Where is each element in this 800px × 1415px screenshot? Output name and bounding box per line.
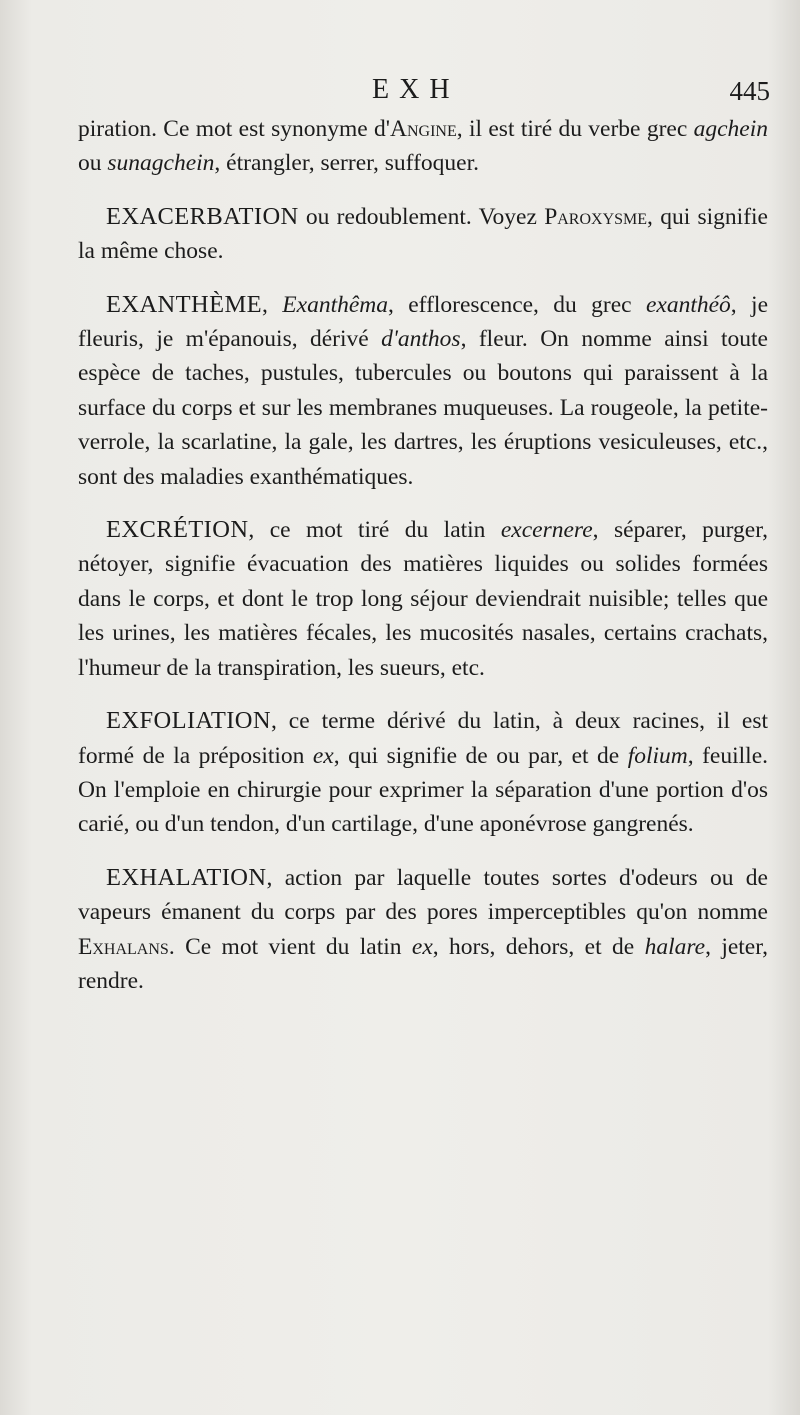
entry-text: , ce mot tiré du latin	[248, 517, 501, 544]
italic-term: ex	[411, 933, 433, 960]
entry-text: ou	[78, 150, 108, 177]
italic-term: exanthéô	[645, 291, 731, 318]
entry-text: , séparer, purger, nétoyer, signifie évacuation des matières liquides ou solides formées dans le corps, et dont le trop long séjour deviendrait nuisible; telles que les urines, les matières fécales, les mucosités nasales, certains crachats, l'humeur de la transpiration, les sueurs, etc.	[78, 517, 768, 681]
entry-text: , je fleuris, je m'épanouis, dérivé	[78, 291, 768, 353]
running-head: EXH	[372, 74, 460, 105]
dictionary-entry	[78, 704, 768, 842]
entry-text: ,	[262, 291, 283, 318]
entry-text: , il est tiré du verbe grec	[456, 116, 694, 142]
entry-text: , jeter, rendre.	[78, 933, 768, 994]
italic-term: folium	[627, 742, 688, 769]
entry-text: , feuille. On l'emploie en chirurgie pour exprimer la séparation d'une portion d'os carié, ou d'un tendon, d'un cartilage, d'une aponévrose gangrenés.	[78, 742, 768, 838]
italic-term: d'anthos	[381, 326, 461, 353]
entry-text: ou redoublement. Voyez	[298, 203, 545, 230]
entry-headword: EXANTHÈME	[106, 290, 263, 318]
continued-paragraph	[78, 112, 768, 181]
entry-headword: EXHALATION	[106, 863, 267, 891]
small-caps-reference: Exhalans	[78, 933, 169, 960]
italic-term: ex	[312, 742, 334, 769]
entry-text: , étrangler, serrer, suffoquer.	[214, 150, 479, 177]
entry-headword: EXFOLIATION	[106, 707, 271, 735]
dictionary-entry	[78, 288, 768, 494]
italic-term: sunagchein	[107, 150, 215, 177]
entry-text: piration. Ce mot est synonyme d'	[78, 116, 391, 142]
page-header	[0, 74, 800, 114]
entry-headword: EXCRÉTION	[106, 516, 249, 544]
entry-text: . Ce mot vient du latin	[168, 933, 412, 960]
italic-term: excernere	[500, 517, 593, 544]
page-number: 445	[729, 76, 770, 106]
dictionary-entry	[78, 200, 768, 269]
italic-term: Exanthêma	[282, 291, 388, 318]
entry-headword: EXACERBATION	[106, 202, 299, 230]
entry-text: , fleur. On nomme ainsi toute espèce de taches, pustules, tubercules ou boutons qui paraissent à la surface du corps et sur les membranes muqueuses. La rougeole, la petite-verrole, la scarlatine, la gale, les dartres, les éruptions vesiculeuses, etc., sont des maladies exanthématiques.	[78, 326, 768, 490]
entry-text: , qui signifie de ou par, et de	[333, 742, 628, 769]
dictionary-text	[78, 112, 768, 1017]
entry-text: , ce terme dérivé du latin, à deux racines, il est formé de la préposition	[78, 708, 768, 769]
small-caps-reference: Paroxysme	[544, 203, 648, 230]
dictionary-entry	[78, 861, 768, 999]
entry-text: , hors, dehors, et de	[432, 933, 645, 960]
italic-term: agchein	[693, 116, 768, 142]
entry-text: , efflorescence, du grec	[388, 291, 646, 318]
dictionary-entry	[78, 513, 768, 685]
entry-text: , action par laquelle toutes sortes d'odeurs ou de vapeurs émanent du corps par des pores imperceptibles qu'on nomme	[78, 864, 768, 926]
italic-term: halare	[644, 933, 706, 960]
entry-text: , qui signifie la même chose.	[78, 203, 768, 265]
small-caps-reference: Angine	[390, 116, 457, 142]
